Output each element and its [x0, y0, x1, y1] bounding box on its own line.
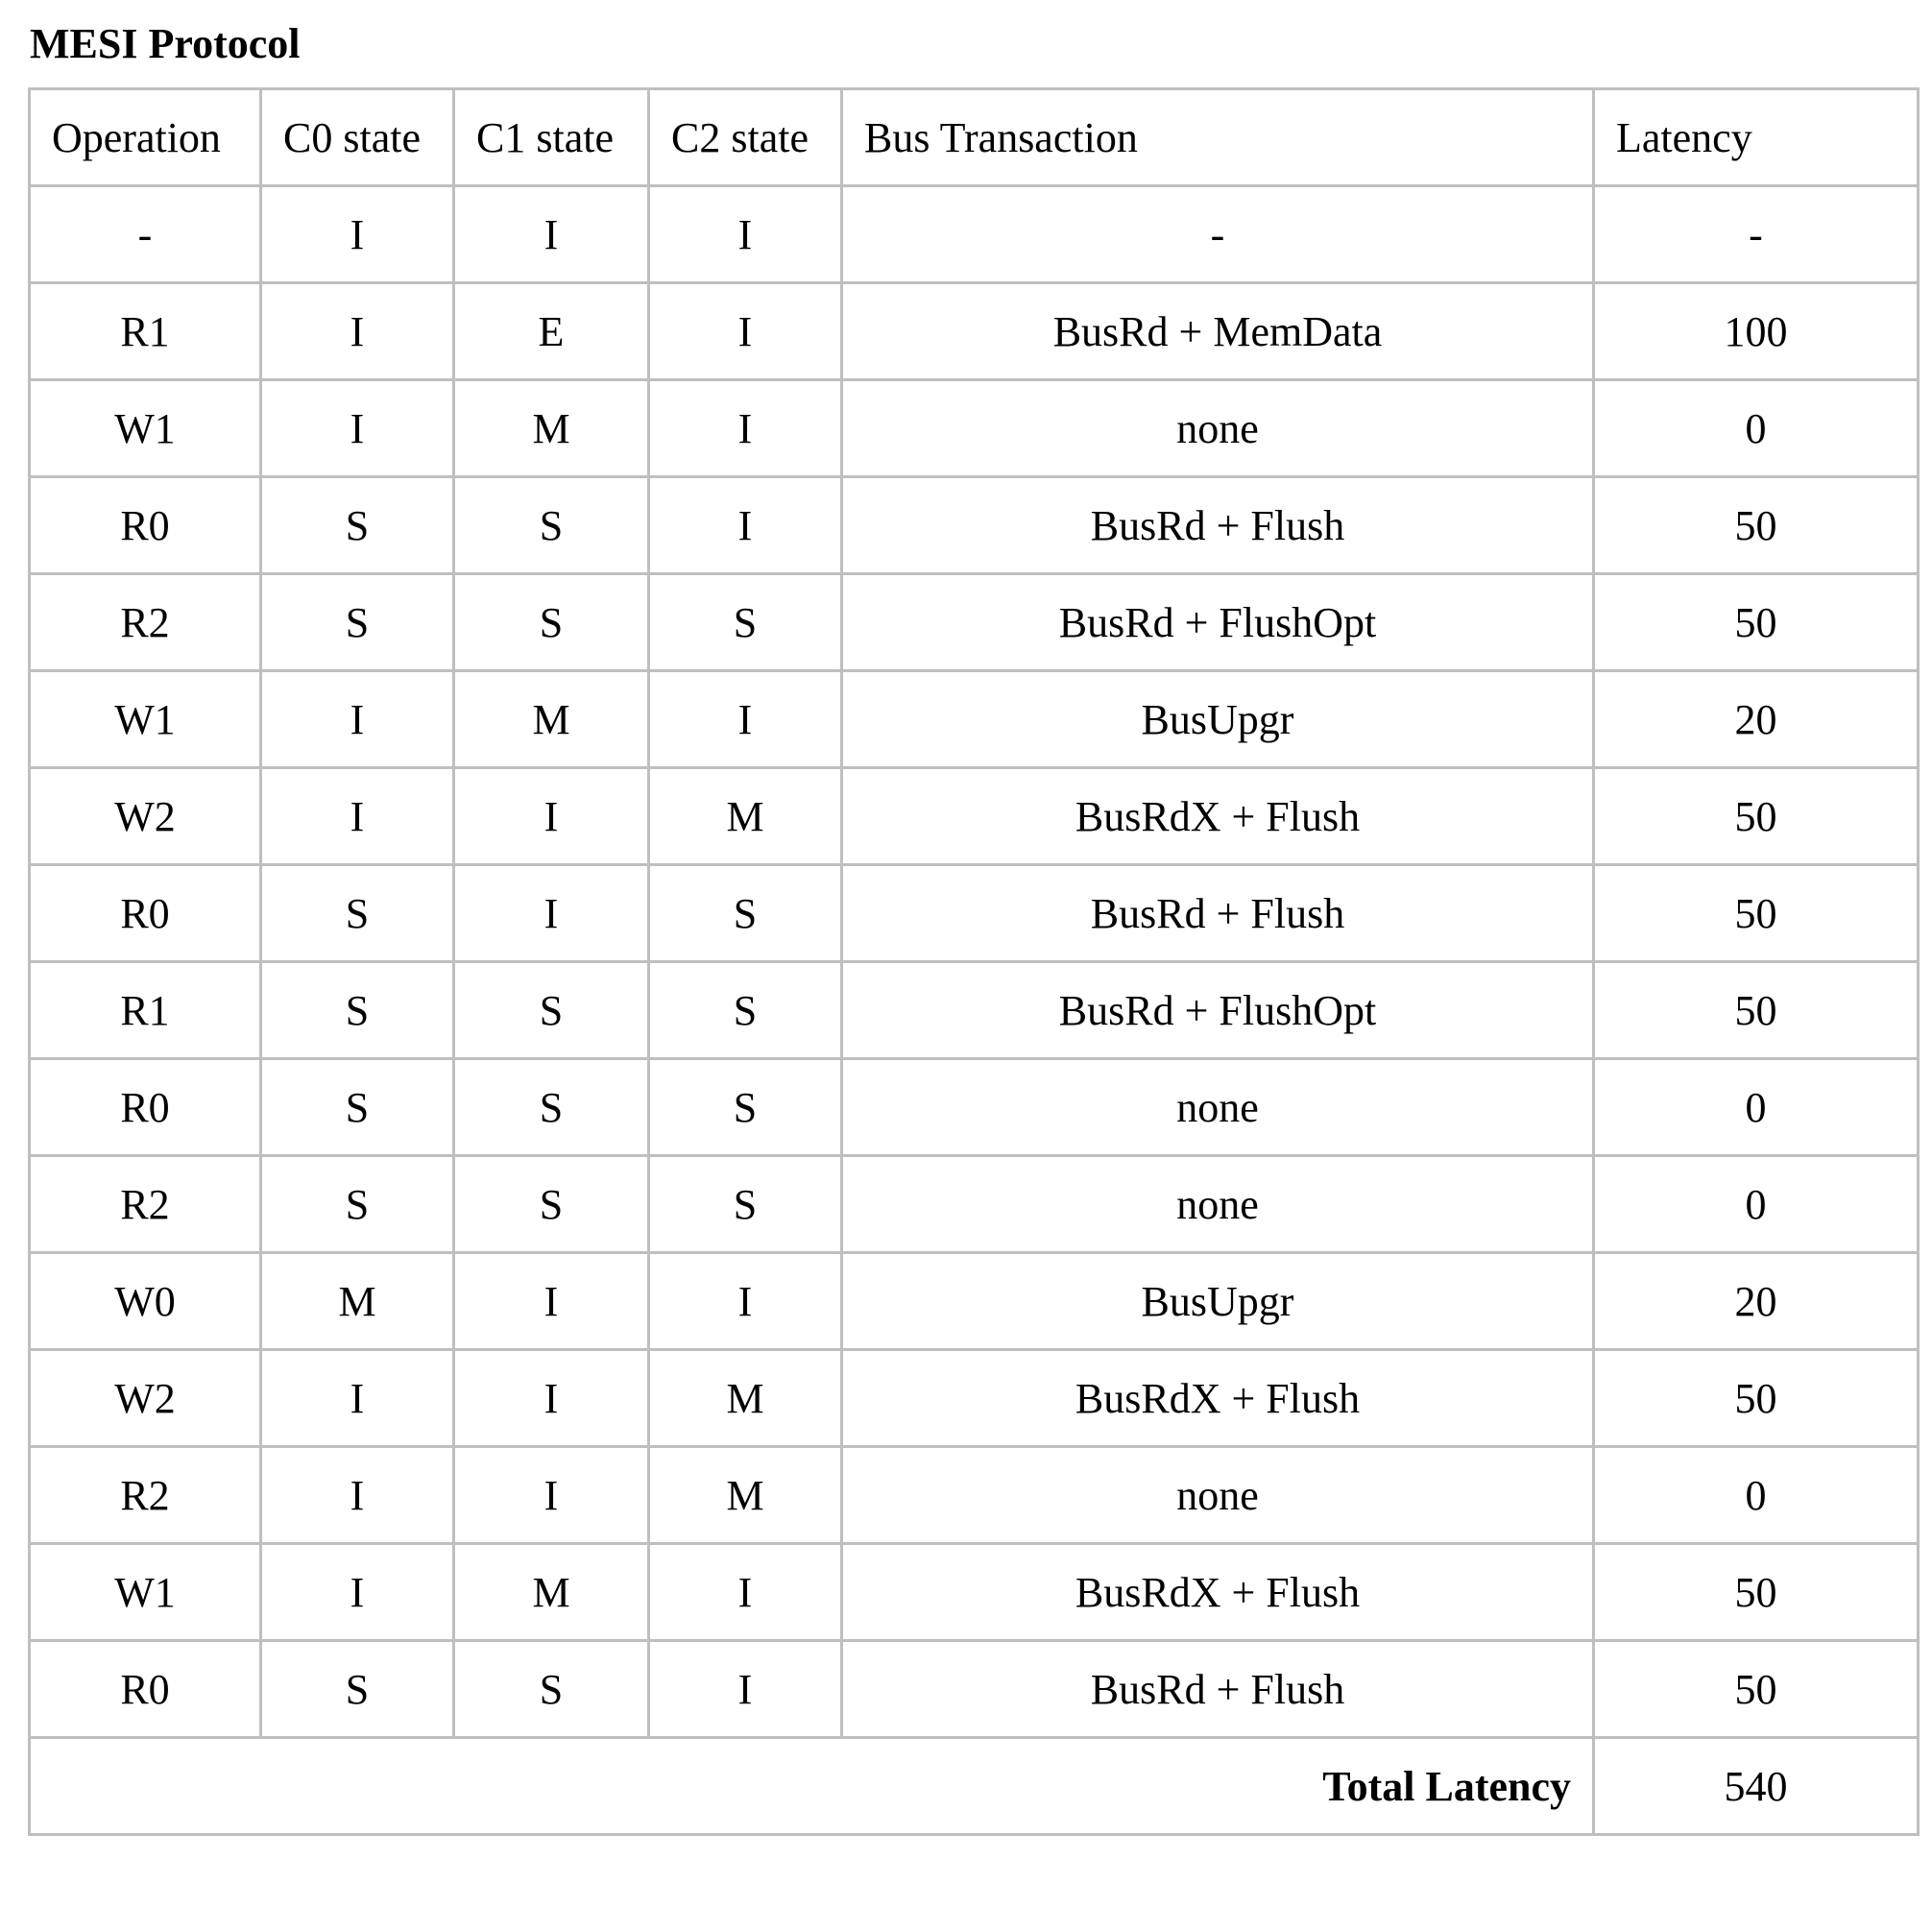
c1-state-cell: M: [454, 671, 649, 768]
c1-state-cell: S: [454, 1641, 649, 1738]
c1-state-cell: S: [454, 1059, 649, 1156]
c2-state-cell: S: [649, 574, 842, 671]
table-row: [30, 1059, 1919, 1156]
c0-state-cell: S: [261, 1059, 454, 1156]
operation-cell: -: [30, 186, 261, 283]
operation-cell: W2: [30, 768, 261, 865]
latency-cell: 50: [1594, 574, 1919, 671]
bus-transaction-cell: none: [842, 1447, 1594, 1544]
c1-state-cell: S: [454, 1156, 649, 1253]
operation-cell: R0: [30, 477, 261, 574]
c1-state-cell: S: [454, 477, 649, 574]
operation-cell: W1: [30, 671, 261, 768]
column-header-operation: Operation: [30, 89, 261, 186]
c2-state-cell: I: [649, 671, 842, 768]
bus-transaction-cell: -: [842, 186, 1594, 283]
c0-state-cell: S: [261, 962, 454, 1059]
column-header-latency: Latency: [1594, 89, 1919, 186]
column-header-bus-transaction: Bus Transaction: [842, 89, 1594, 186]
c1-state-cell: I: [454, 1447, 649, 1544]
operation-cell: W2: [30, 1350, 261, 1447]
bus-transaction-cell: BusUpgr: [842, 1253, 1594, 1350]
c0-state-cell: S: [261, 477, 454, 574]
latency-cell: 20: [1594, 671, 1919, 768]
bus-transaction-cell: BusRd + Flush: [842, 865, 1594, 962]
operation-cell: R2: [30, 574, 261, 671]
table-row: [30, 671, 1919, 768]
c1-state-cell: I: [454, 186, 649, 283]
c2-state-cell: I: [649, 380, 842, 477]
c1-state-cell: S: [454, 574, 649, 671]
latency-cell: 0: [1594, 380, 1919, 477]
operation-cell: R1: [30, 962, 261, 1059]
latency-cell: 100: [1594, 283, 1919, 380]
c0-state-cell: S: [261, 865, 454, 962]
bus-transaction-cell: none: [842, 1156, 1594, 1253]
table-row: [30, 1253, 1919, 1350]
table-row: [30, 1641, 1919, 1738]
total-latency-label: Total Latency: [30, 1738, 1594, 1835]
c2-state-cell: I: [649, 186, 842, 283]
latency-cell: 50: [1594, 962, 1919, 1059]
bus-transaction-cell: BusRd + Flush: [842, 477, 1594, 574]
c1-state-cell: E: [454, 283, 649, 380]
table-row: [30, 380, 1919, 477]
c2-state-cell: I: [649, 1544, 842, 1641]
column-header-c1-state: C1 state: [454, 89, 649, 186]
c2-state-cell: M: [649, 1350, 842, 1447]
operation-cell: R1: [30, 283, 261, 380]
c1-state-cell: I: [454, 1350, 649, 1447]
bus-transaction-cell: BusRdX + Flush: [842, 1350, 1594, 1447]
latency-cell: 50: [1594, 1350, 1919, 1447]
c0-state-cell: I: [261, 768, 454, 865]
column-header-c0-state: C0 state: [261, 89, 454, 186]
c2-state-cell: I: [649, 1641, 842, 1738]
table-row: [30, 574, 1919, 671]
bus-transaction-cell: none: [842, 1059, 1594, 1156]
c2-state-cell: M: [649, 1447, 842, 1544]
mesi-protocol-table: [28, 87, 1920, 1836]
table-row: [30, 1447, 1919, 1544]
c0-state-cell: S: [261, 1641, 454, 1738]
c0-state-cell: S: [261, 574, 454, 671]
c1-state-cell: M: [454, 1544, 649, 1641]
c2-state-cell: S: [649, 1156, 842, 1253]
latency-cell: 20: [1594, 1253, 1919, 1350]
operation-cell: R0: [30, 1059, 261, 1156]
total-row: [30, 1738, 1919, 1835]
latency-cell: 50: [1594, 477, 1919, 574]
table-row: [30, 1350, 1919, 1447]
operation-cell: R2: [30, 1156, 261, 1253]
c2-state-cell: I: [649, 477, 842, 574]
table-header-row: [30, 89, 1919, 186]
c2-state-cell: I: [649, 283, 842, 380]
bus-transaction-cell: none: [842, 380, 1594, 477]
c0-state-cell: I: [261, 1544, 454, 1641]
operation-cell: W1: [30, 1544, 261, 1641]
latency-cell: -: [1594, 186, 1919, 283]
table-row: [30, 477, 1919, 574]
table-body: [30, 186, 1919, 1738]
page-title: MESI Protocol: [30, 20, 301, 67]
c1-state-cell: I: [454, 865, 649, 962]
table-row: [30, 283, 1919, 380]
operation-cell: W1: [30, 380, 261, 477]
c0-state-cell: I: [261, 380, 454, 477]
table-row: [30, 1156, 1919, 1253]
c0-state-cell: I: [261, 283, 454, 380]
table-row: [30, 186, 1919, 283]
table-row: [30, 1544, 1919, 1641]
table-row: [30, 768, 1919, 865]
bus-transaction-cell: BusRdX + Flush: [842, 1544, 1594, 1641]
bus-transaction-cell: BusRd + MemData: [842, 283, 1594, 380]
bus-transaction-cell: BusRd + FlushOpt: [842, 574, 1594, 671]
operation-cell: R2: [30, 1447, 261, 1544]
table-row: [30, 865, 1919, 962]
c0-state-cell: I: [261, 186, 454, 283]
latency-cell: 0: [1594, 1447, 1919, 1544]
operation-cell: R0: [30, 865, 261, 962]
operation-cell: R0: [30, 1641, 261, 1738]
latency-cell: 0: [1594, 1156, 1919, 1253]
c0-state-cell: I: [261, 671, 454, 768]
c1-state-cell: S: [454, 962, 649, 1059]
bus-transaction-cell: BusRd + FlushOpt: [842, 962, 1594, 1059]
bus-transaction-cell: BusUpgr: [842, 671, 1594, 768]
total-latency-value: 540: [1594, 1738, 1919, 1835]
c0-state-cell: M: [261, 1253, 454, 1350]
c1-state-cell: I: [454, 768, 649, 865]
latency-cell: 50: [1594, 1544, 1919, 1641]
table-row: [30, 962, 1919, 1059]
operation-cell: W0: [30, 1253, 261, 1350]
c2-state-cell: S: [649, 865, 842, 962]
c2-state-cell: M: [649, 768, 842, 865]
latency-cell: 50: [1594, 768, 1919, 865]
c0-state-cell: I: [261, 1447, 454, 1544]
c2-state-cell: S: [649, 962, 842, 1059]
c1-state-cell: M: [454, 380, 649, 477]
c1-state-cell: I: [454, 1253, 649, 1350]
c0-state-cell: I: [261, 1350, 454, 1447]
c2-state-cell: S: [649, 1059, 842, 1156]
c0-state-cell: S: [261, 1156, 454, 1253]
column-header-c2-state: C2 state: [649, 89, 842, 186]
c2-state-cell: I: [649, 1253, 842, 1350]
latency-cell: 0: [1594, 1059, 1919, 1156]
bus-transaction-cell: BusRdX + Flush: [842, 768, 1594, 865]
bus-transaction-cell: BusRd + Flush: [842, 1641, 1594, 1738]
latency-cell: 50: [1594, 865, 1919, 962]
latency-cell: 50: [1594, 1641, 1919, 1738]
